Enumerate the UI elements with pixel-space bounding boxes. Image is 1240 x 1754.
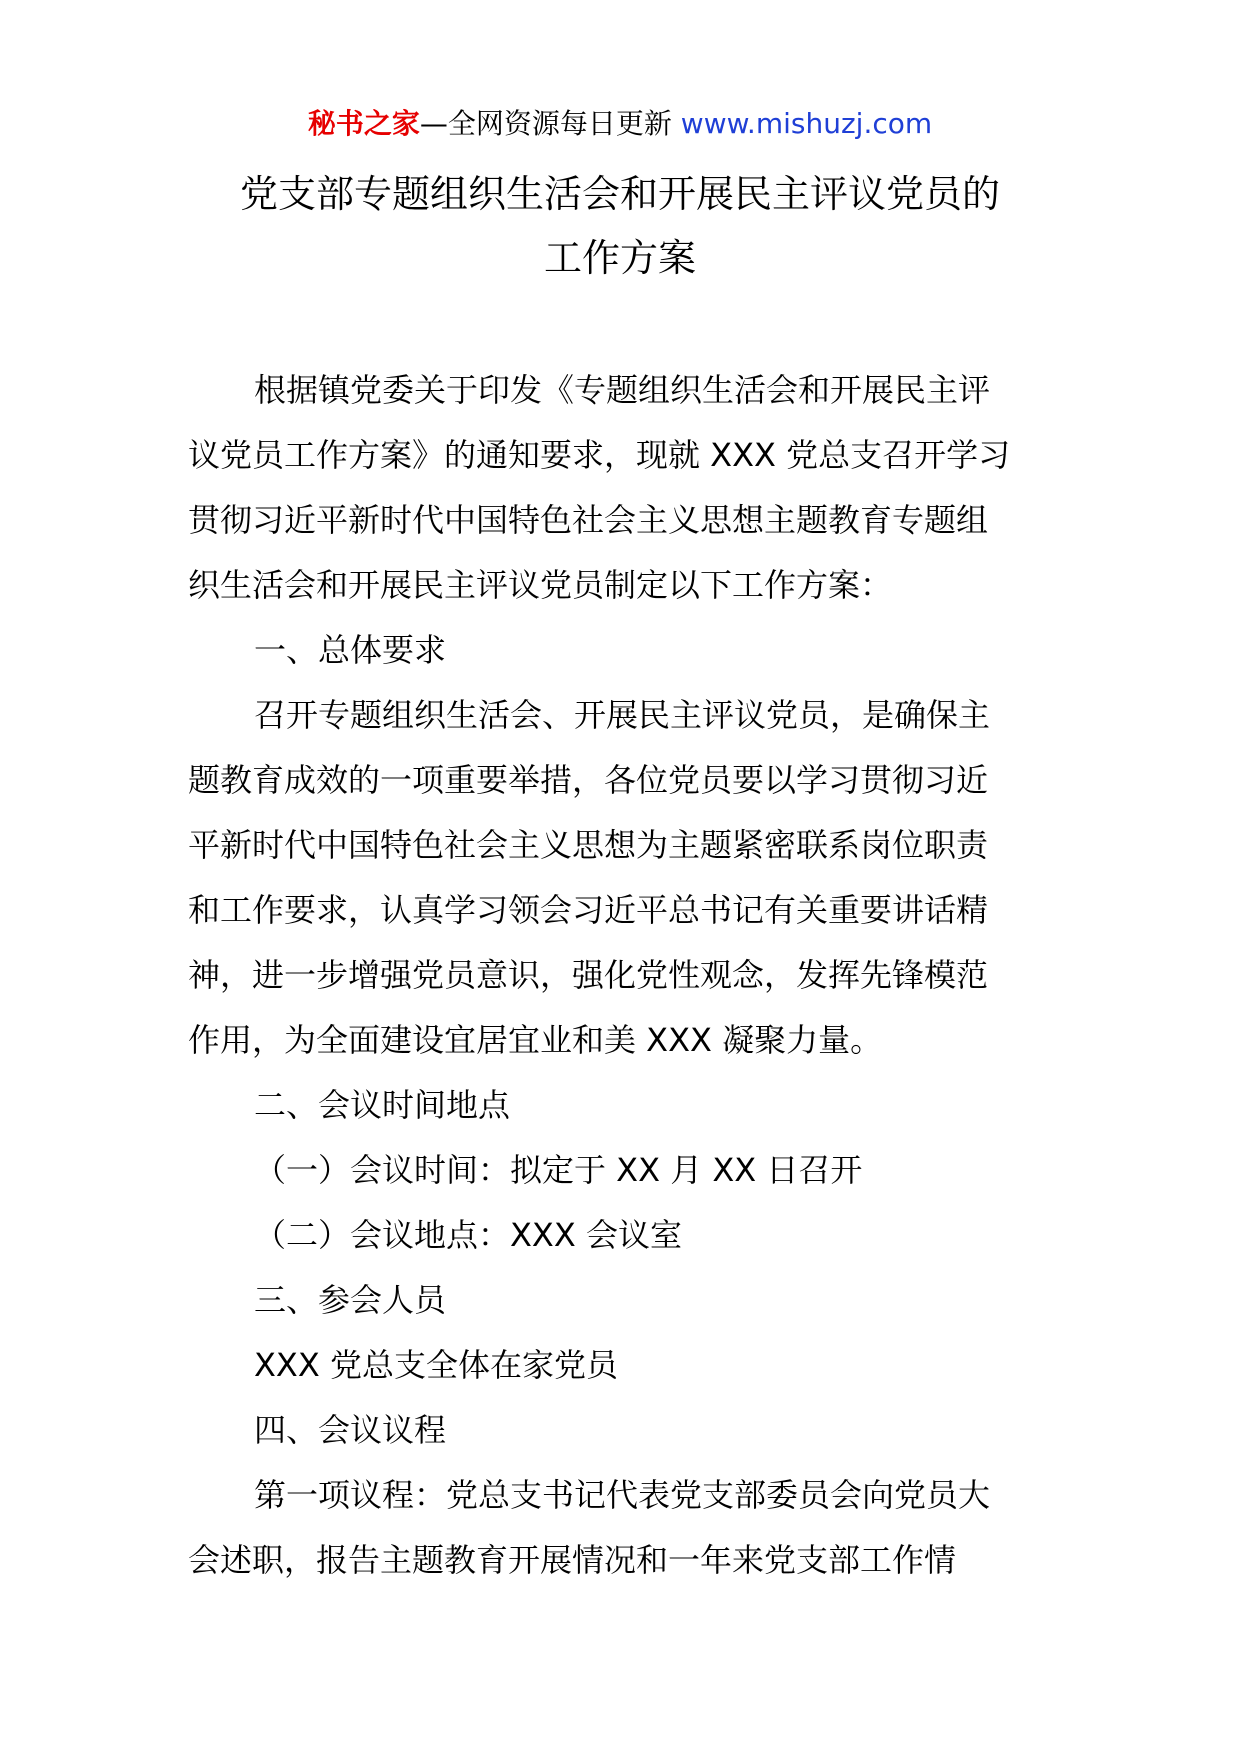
- document-title: [150, 162, 1090, 290]
- paragraph-line: 织生活会和开展民主评议党员制定以下工作方案：: [188, 566, 893, 604]
- title-line-2: 工作方案: [543, 236, 696, 280]
- header-url[interactable]: www.mishuzj.com: [680, 107, 933, 140]
- section-heading: 四、会议议程: [254, 1411, 447, 1449]
- paragraph-line: （二）会议地点：XXX 会议室: [254, 1216, 682, 1254]
- paragraph-line: XXX 党总支全体在家党员: [254, 1346, 618, 1384]
- paragraph-line: 根据镇党委关于印发《专题组织生活会和开展民主评: [254, 371, 991, 409]
- section-heading: 三、参会人员: [254, 1281, 447, 1319]
- paragraph-line: （一）会议时间：拟定于 XX 月 XX 日召开: [254, 1151, 863, 1189]
- paragraph-line: 会述职，报告主题教育开展情况和一年来党支部工作情: [188, 1541, 957, 1579]
- paragraph-line: 贯彻习近平新时代中国特色社会主义思想主题教育专题组: [188, 501, 989, 539]
- section-heading: 二、会议时间地点: [254, 1086, 511, 1124]
- paragraph-line: 作用，为全面建设宜居宜业和美 XXX 凝聚力量。: [188, 1021, 883, 1059]
- page-header: [0, 100, 1240, 148]
- paragraph-line: 议党员工作方案》的通知要求，现就 XXX 党总支召开学习: [188, 436, 1011, 474]
- paragraph-line: 和工作要求，认真学习领会习近平总书记有关重要讲话精: [188, 891, 989, 929]
- document-body: [188, 358, 1068, 1593]
- header-tagline: —全网资源每日更新: [419, 107, 672, 140]
- paragraph-line: 第一项议程：党总支书记代表党支部委员会向党员大: [254, 1476, 991, 1514]
- section-heading: 一、总体要求: [254, 631, 447, 669]
- paragraph-line: 召开专题组织生活会、开展民主评议党员，是确保主: [254, 696, 991, 734]
- paragraph-line: 平新时代中国特色社会主义思想为主题紧密联系岗位职责: [188, 826, 989, 864]
- paragraph-line: 神，进一步增强党员意识，强化党性观念，发挥先锋模范: [188, 956, 989, 994]
- header-brand: 秘书之家: [307, 107, 420, 140]
- paragraph-line: 题教育成效的一项重要举措，各位党员要以学习贯彻习近: [188, 761, 989, 799]
- title-line-1: 党支部专题组织生活会和开展民主评议党员的: [239, 172, 1000, 216]
